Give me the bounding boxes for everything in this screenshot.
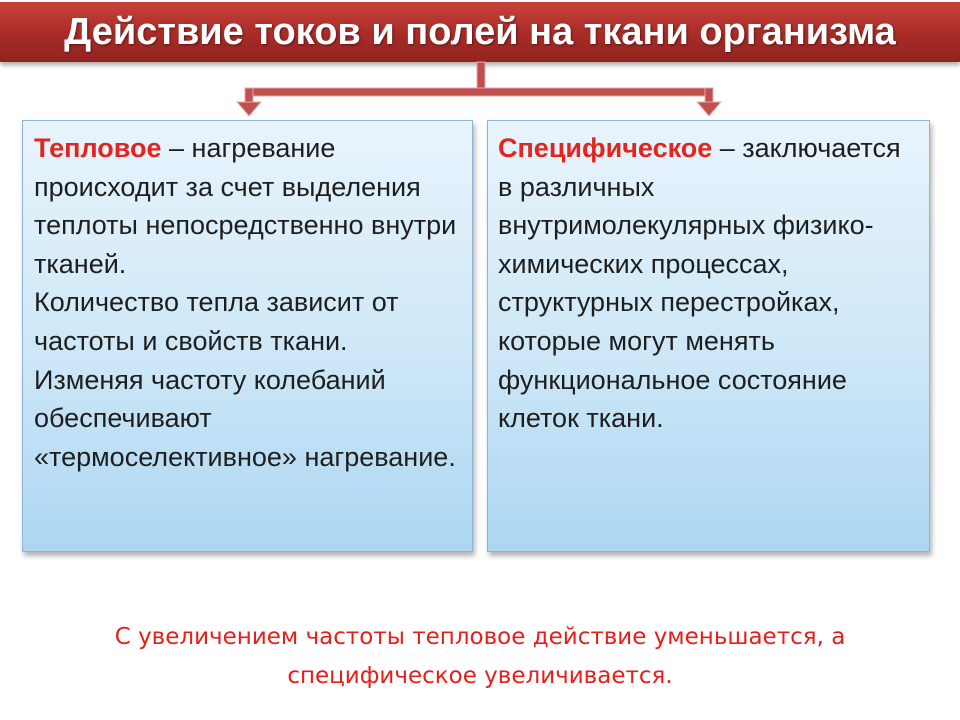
conclusion-note xyxy=(0,618,960,696)
thermal-term: Тепловое xyxy=(34,133,162,163)
thermal-description: – нагревание происходит за счет выделения теплоты непосредственно внутри тканей. xyxy=(34,133,457,279)
conclusion-line-2: специфическое увеличивается. xyxy=(287,663,673,689)
slide-title: Действие токов и полей на ткани организма xyxy=(64,10,896,53)
specific-effect-text xyxy=(498,129,921,438)
specific-description: – заключается в различных внутримолекулярных физико-химических процессах, структурных перестройках, которые могут менять функциональное состояние клеток ткани. xyxy=(498,133,901,434)
thermal-effect-box xyxy=(22,120,473,552)
conclusion-line-1: С увеличением частоты тепловое действие уменьшается, а xyxy=(114,624,846,650)
thermal-effect-text xyxy=(34,129,464,283)
specific-effect-box xyxy=(487,120,930,552)
thermal-selective-text: Изменяя частоту колебаний обеспечивают «термоселективное» нагревание. xyxy=(34,364,456,472)
arrow-down-left-icon xyxy=(237,102,261,116)
thermal-dependency-text: Количество тепла зависит от частоты и свойств ткани. xyxy=(34,287,399,356)
specific-term: Специфическое xyxy=(498,133,713,163)
branch-connector xyxy=(0,0,960,130)
connector-crossbar xyxy=(245,88,713,96)
arrow-down-right-icon xyxy=(697,102,721,116)
